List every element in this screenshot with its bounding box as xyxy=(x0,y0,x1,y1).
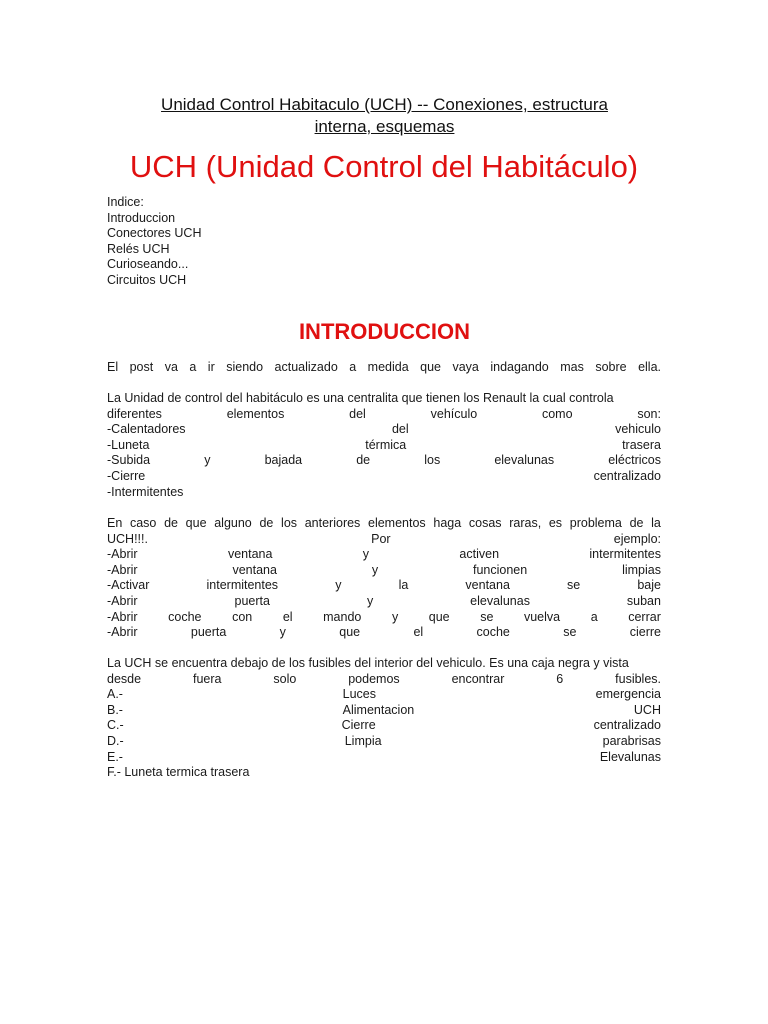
paragraph-line xyxy=(107,563,661,579)
word: se xyxy=(480,609,494,624)
word: mando xyxy=(323,609,362,624)
word: haga xyxy=(433,516,462,530)
word: los xyxy=(281,516,298,530)
word: los xyxy=(424,453,441,468)
word: post xyxy=(129,360,154,374)
word: trasera xyxy=(622,437,661,452)
word: ir xyxy=(207,360,215,374)
word: activen xyxy=(459,547,500,562)
paragraph-line xyxy=(107,610,661,626)
word: -Abrir xyxy=(107,609,138,624)
word: como xyxy=(541,406,573,421)
word: vehículo xyxy=(430,406,478,421)
word: Cierre xyxy=(341,718,376,733)
paragraph-4 xyxy=(107,656,661,781)
word: ventana xyxy=(465,578,510,593)
word: alguno xyxy=(214,516,252,530)
word: La UCH se encuentra debajo de los fusibles del interior del vehiculo. Es una caja negra y vista xyxy=(107,656,629,670)
word: caso xyxy=(129,516,157,530)
paragraph-line xyxy=(107,625,661,641)
paragraph-line xyxy=(107,391,661,407)
word: la xyxy=(398,578,409,593)
word: de xyxy=(356,453,371,468)
word: La Unidad de control del habitáculo es una centralita que tienen los Renault la cual controla xyxy=(107,391,614,405)
paragraph-line xyxy=(107,656,661,672)
paragraph-line xyxy=(107,750,661,766)
word: E.- xyxy=(107,749,123,764)
word: a xyxy=(349,360,357,374)
word: cierre xyxy=(629,625,661,640)
word: ventana xyxy=(227,547,273,562)
paragraph-line xyxy=(107,453,661,469)
word: El xyxy=(107,360,119,374)
word: a xyxy=(590,609,598,624)
word: podemos xyxy=(348,671,400,686)
word: -Abrir xyxy=(107,593,138,608)
paragraph-line xyxy=(107,718,661,734)
document-title-line-2: interna, esquemas xyxy=(314,117,455,136)
paragraph-line xyxy=(107,672,661,688)
word: solo xyxy=(273,671,297,686)
word: siendo xyxy=(226,360,264,374)
word: el xyxy=(282,609,293,624)
word: Alimentacion xyxy=(342,702,415,717)
word: -Intermitentes xyxy=(107,484,184,499)
word: y xyxy=(366,593,374,608)
word: encontrar xyxy=(451,671,505,686)
word: cerrar xyxy=(628,609,661,624)
paragraph-line xyxy=(107,422,661,438)
paragraph-2 xyxy=(107,391,661,500)
paragraph-line xyxy=(107,532,661,548)
word: -Abrir xyxy=(107,562,138,577)
word: baje xyxy=(637,578,661,593)
word: que xyxy=(185,516,207,530)
word: térmica xyxy=(365,437,407,452)
word: bajada xyxy=(264,453,303,468)
word: ejemplo: xyxy=(613,531,661,546)
index-list xyxy=(107,195,407,289)
word: coche xyxy=(168,609,202,624)
index-item-reles: Relés UCH xyxy=(107,241,170,256)
word: Limpia xyxy=(344,733,382,748)
document-title-line-1: Unidad Control Habitaculo (UCH) -- Conexiones, estructura xyxy=(161,95,608,114)
word: intermitentes xyxy=(589,547,661,562)
word: el xyxy=(413,625,424,640)
word: actualizado xyxy=(274,360,338,374)
word: vuelva xyxy=(523,609,561,624)
word: funcionen xyxy=(472,562,528,577)
word: se xyxy=(563,625,577,640)
word: es xyxy=(548,516,563,530)
index-item-circuitos: Circuitos UCH xyxy=(107,272,187,287)
word: A.- xyxy=(107,687,123,702)
paragraph-line xyxy=(107,703,661,719)
word: limpias xyxy=(622,562,661,577)
word: medida xyxy=(367,360,409,374)
word: parabrisas xyxy=(602,733,661,748)
word: fuera xyxy=(192,671,222,686)
word: anteriores xyxy=(304,516,361,530)
paragraph-line xyxy=(107,438,661,454)
main-heading: UCH (Unidad Control del Habitáculo) xyxy=(129,149,639,184)
word: -Activar xyxy=(107,578,150,593)
word: -Abrir xyxy=(107,625,138,640)
word: mas xyxy=(560,360,584,374)
word: desde xyxy=(107,671,142,686)
word: cosas xyxy=(468,516,502,530)
word: a xyxy=(189,360,197,374)
word: -Abrir xyxy=(107,547,138,562)
word: se xyxy=(567,578,581,593)
word: coche xyxy=(476,625,510,640)
word: D.- xyxy=(107,733,124,748)
paragraph-line xyxy=(107,578,661,594)
word: Por xyxy=(371,531,391,546)
word: y xyxy=(371,562,379,577)
word: intermitentes xyxy=(206,578,279,593)
word: y xyxy=(362,547,370,562)
word: -Subida xyxy=(107,453,151,468)
index-label: Indice: xyxy=(107,195,144,209)
word: Luces xyxy=(342,687,376,702)
word: 6 xyxy=(556,671,564,686)
word: de xyxy=(164,516,178,530)
word: eléctricos xyxy=(608,453,661,468)
word: puerta xyxy=(234,593,270,608)
word: elevalunas xyxy=(470,593,530,608)
word: vaya xyxy=(452,360,479,374)
word: de xyxy=(259,516,274,530)
paragraph-line xyxy=(107,407,661,423)
word: elementos xyxy=(226,406,285,421)
word: suban xyxy=(626,593,661,608)
word: y xyxy=(391,609,399,624)
word: raras, xyxy=(509,516,542,530)
word: B.- xyxy=(107,702,123,717)
word: ventana xyxy=(232,562,277,577)
word: y xyxy=(204,453,211,468)
word: que xyxy=(339,625,361,640)
paragraph-line xyxy=(107,469,661,485)
word: UCH xyxy=(633,702,661,717)
word: F.- Luneta termica trasera xyxy=(107,765,250,780)
word: del xyxy=(391,422,409,437)
word: ella. xyxy=(638,360,661,374)
word: y xyxy=(335,578,342,593)
word: centralizado xyxy=(593,468,661,483)
word: elementos xyxy=(368,516,426,530)
word: diferentes xyxy=(107,406,162,421)
document-title xyxy=(107,94,662,138)
word: del xyxy=(349,406,366,421)
paragraph-line xyxy=(107,547,661,563)
word: En xyxy=(107,516,123,530)
word: son: xyxy=(637,406,661,421)
word: y xyxy=(279,625,286,640)
word: elevalunas xyxy=(494,453,555,468)
word: -Calentadores xyxy=(107,422,186,437)
word: vehiculo xyxy=(615,422,661,437)
word: con xyxy=(232,609,253,624)
index-item-introduccion: Introduccion xyxy=(107,210,176,225)
word: que xyxy=(420,360,441,374)
paragraph-line xyxy=(107,594,661,610)
word: la xyxy=(651,516,661,530)
word: puerta xyxy=(190,625,227,640)
word: de xyxy=(629,516,644,530)
word: va xyxy=(164,360,178,374)
word: UCH!!!. xyxy=(107,531,148,546)
paragraph-line xyxy=(107,516,661,532)
word: indagando xyxy=(490,360,549,374)
word: sobre xyxy=(595,360,627,374)
word: C.- xyxy=(107,718,124,733)
paragraph-1 xyxy=(107,360,661,376)
paragraph-line xyxy=(107,360,661,376)
paragraph-line xyxy=(107,485,661,501)
word: -Luneta xyxy=(107,437,150,452)
section-heading-introduccion: INTRODUCCION xyxy=(298,319,471,344)
word: problema xyxy=(569,516,622,530)
paragraph-line xyxy=(107,687,661,703)
word: -Cierre xyxy=(107,468,146,483)
word: que xyxy=(428,609,450,624)
word: centralizado xyxy=(593,718,661,733)
paragraph-line xyxy=(107,734,661,750)
word: emergencia xyxy=(595,687,661,702)
paragraph-3 xyxy=(107,516,661,641)
word: fusibles. xyxy=(615,671,661,686)
word: Elevalunas xyxy=(599,749,661,764)
paragraph-line xyxy=(107,765,661,781)
index-item-conectores: Conectores UCH xyxy=(107,226,202,241)
index-item-curioseando: Curioseando... xyxy=(107,257,189,272)
